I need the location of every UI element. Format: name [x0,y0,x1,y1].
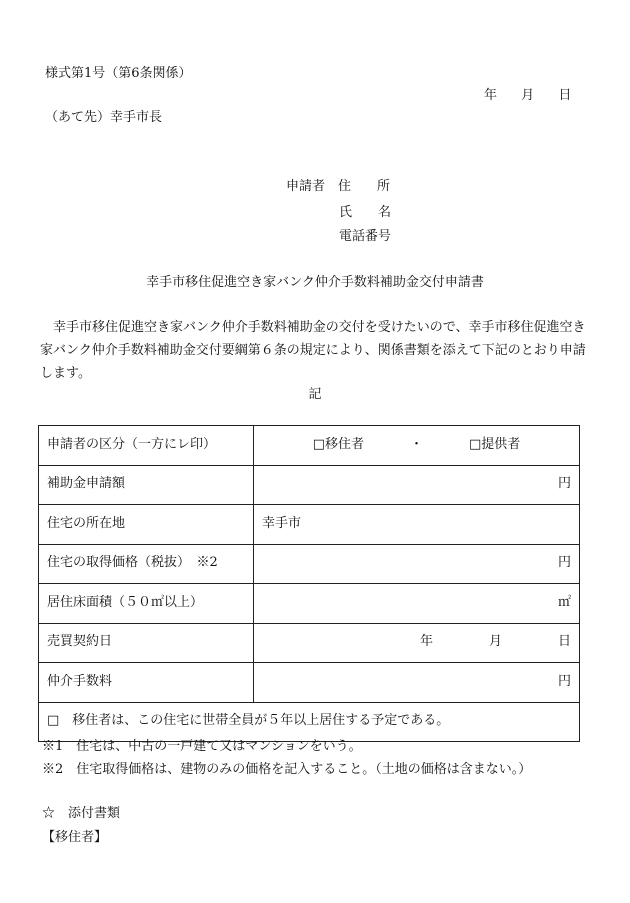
subsidy-amount-field[interactable] [254,465,580,505]
row-label-brokerage-fee: 仲介手数料 [39,663,254,703]
table-row [39,702,580,742]
note-2: ※2 住宅取得価格は、建物のみの価格を記入すること。（土地の価格は含まない。） [42,762,532,777]
body-text: 幸手市移住促進空き家バンク仲介手数料補助金の交付を受けたいので、幸手市移住促進空き家バンク仲介手数料補助金交付要綱第６条の規定により、関係書類を添えて下記のとおり申請します。 [40,320,586,381]
application-table [38,425,580,742]
row-label-subsidy-amount: 補助金申請額 [39,465,254,505]
table-row [39,663,580,703]
unit-yen: 円 [557,476,571,492]
row-label-applicant-type: 申請者の区分（一方にレ印） [39,426,254,466]
contract-year: 年 [419,634,433,650]
phone-label: 電話番号 [339,229,392,244]
applicant-type-options [254,426,580,466]
table-row [39,584,580,624]
name-label: 氏 名 [339,205,392,220]
date-day: 日 [558,88,572,103]
applicant-title: 申請者 [286,179,326,194]
city-name: 幸手市 [262,515,302,531]
floor-area-field[interactable] [254,584,580,624]
date-year: 年 [484,88,498,103]
row-label-floor-area: 居住床面積（５０㎡以上） [39,584,254,624]
table-row [39,544,580,584]
residency-pledge-checkbox[interactable]: □ 移住者は、この住宅に世帯全員が５年以上居住する予定である。 [39,702,580,742]
table-row [39,623,580,663]
brokerage-fee-field[interactable] [254,663,580,703]
row-label-acquisition-price: 住宅の取得価格（税抜） ※2 [39,544,254,584]
applicant-block [286,177,390,198]
row-label-house-location: 住宅の所在地 [39,505,254,545]
checkbox-mover[interactable]: □移住者 [312,436,364,452]
house-location-field[interactable] [254,505,580,545]
unit-square-meter: ㎡ [557,594,571,610]
note-1: ※1 住宅は、中古の一戸建て又はマンションをいう。 [42,739,362,754]
acquisition-price-field[interactable] [254,544,580,584]
attachments-mover-heading: 【移住者】 [42,830,108,845]
ki-marker: 記 [308,387,322,402]
contract-date-field[interactable] [254,623,580,663]
separator-dot: ・ [409,436,423,452]
checkbox-provider[interactable]: □提供者 [469,436,521,452]
table-row [39,505,580,545]
table-row [39,426,580,466]
application-date [484,86,571,107]
addressee: （あて先）幸手市長 [45,110,163,125]
address-label: 住 所 [338,179,391,194]
form-number: 様式第1号（第6条関係） [45,66,192,81]
unit-yen: 円 [557,673,571,689]
contract-day: 日 [557,634,571,650]
contract-month: 月 [488,634,502,650]
row-label-contract-date: 売買契約日 [39,623,254,663]
document-title: 幸手市移住促進空き家バンク仲介手数料補助金交付申請書 [146,275,484,290]
table-row [39,465,580,505]
attachments-heading: ☆ 添付書類 [42,806,121,821]
date-month: 月 [521,88,535,103]
unit-yen: 円 [557,555,571,571]
